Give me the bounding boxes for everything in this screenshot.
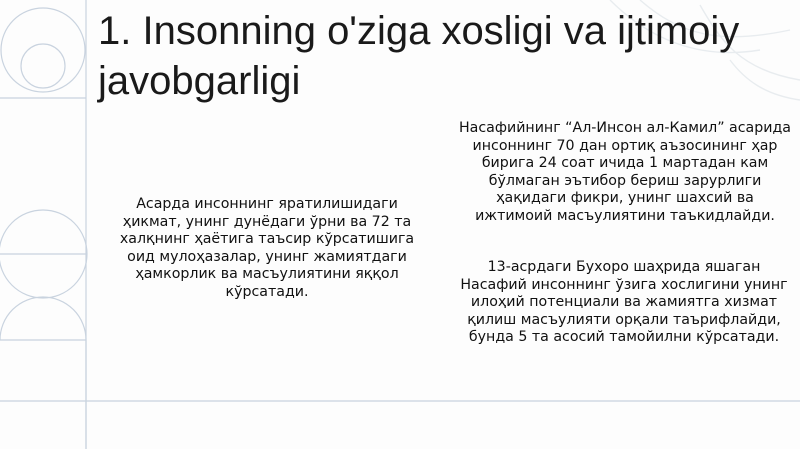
- left-paragraph: Асарда инсоннинг яратилишидаги ҳикмат, унинг дунёдаги ўрни ва 72 та халқнинг ҳаётига таъсир кўрсатишига оид мулоҳазалар, унинг жамиятдаги ҳамкорлик ва масъулиятини яққол кўрсатади.: [119, 196, 415, 300]
- top-small-circle: [21, 44, 65, 88]
- top-large-circle: [1, 8, 85, 92]
- bottom-arch: [0, 297, 86, 449]
- slide-title: 1. Insonning o'ziga xosligi va ijtimoiy javobgarligi: [98, 9, 740, 103]
- right-paragraph-bottom: 13-асрдаги Бухоро шаҳрида яшаган Насафий инсоннинг ўзига хослигини унинг илоҳий потенциали ва жамиятга хизмат қилиш масъулияти орқали таърифлайди, бунда 5 та асосий тамойилни кўрсатади.: [460, 259, 788, 346]
- middle-half-circle: [0, 210, 87, 298]
- right-paragraph-top: Насафийнинг “Ал-Инсон ал-Камил” асарида инсоннинг 70 дан ортиқ аъзосининг ҳар бирига 24 соат ичида 1 мартадан кам бўлмаган эътибор бериш зарурлиги ҳақидаги фикри, унинг шахсий ва ижтимоий масъулиятини таъкидлайди.: [459, 120, 791, 224]
